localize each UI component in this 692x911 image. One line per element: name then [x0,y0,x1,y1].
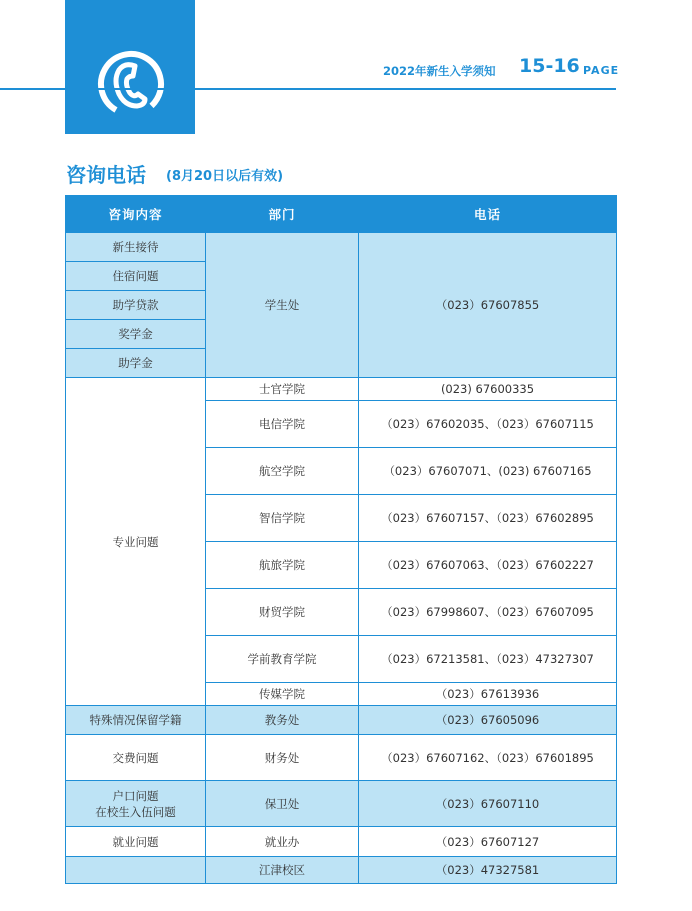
section-title: 咨询电话 [66,163,146,187]
table-row [66,735,617,781]
phone-cell: （023）67213581、（023）47327307 [359,636,617,683]
topic-cell: 专业问题 [66,378,206,706]
topic-cell: 新生接待 [66,233,206,262]
contact-table [65,195,617,884]
phone-icon [95,48,167,120]
topic-cell [66,857,206,884]
phone-cell: (023) 67600335 [359,378,617,401]
department-cell: 电信学院 [206,401,359,448]
phone-cell: （023）67613936 [359,683,617,706]
column-header-topic: 咨询内容 [66,196,206,233]
department-cell: 学生处 [206,233,359,378]
topic-line: 在校生入伍问题 [95,804,176,819]
page-numbers: 15-16 [519,55,580,77]
department-cell: 航空学院 [206,448,359,495]
phone-cell: （023）67607855 [359,233,617,378]
phone-cell: （023）67607157、（023）67602895 [359,495,617,542]
table-row [66,827,617,857]
phone-cell: （023）67607063、（023）67602227 [359,542,617,589]
header-title: 2022年新生入学须知 [383,64,496,78]
topic-cell: 住宿问题 [66,262,206,291]
phone-cell: （023）67607127 [359,827,617,857]
department-cell: 财务处 [206,735,359,781]
phone-cell: （023）67998607、（023）67607095 [359,589,617,636]
department-cell: 就业办 [206,827,359,857]
header-icon-block [65,0,195,134]
department-cell: 教务处 [206,706,359,735]
table-row [66,857,617,884]
phone-cell: （023）67605096 [359,706,617,735]
topic-cell: 助学金 [66,349,206,378]
table-row [66,378,617,401]
table-row [66,781,617,827]
topic-cell: 就业问题 [66,827,206,857]
section-subtitle: (8月20日以后有效) [166,169,284,184]
department-cell: 学前教育学院 [206,636,359,683]
department-cell: 江津校区 [206,857,359,884]
header-rule [0,88,616,90]
phone-cell: （023）67602035、（023）67607115 [359,401,617,448]
table-header-row [66,196,617,233]
topic-cell: 交费问题 [66,735,206,781]
topic-cell: 奖学金 [66,320,206,349]
phone-cell: （023）67607071、(023) 67607165 [359,448,617,495]
department-cell: 传媒学院 [206,683,359,706]
page-label: PAGE [583,64,620,77]
phone-cell: （023）47327581 [359,857,617,884]
department-cell: 保卫处 [206,781,359,827]
department-cell: 财贸学院 [206,589,359,636]
department-cell: 士官学院 [206,378,359,401]
department-cell: 智信学院 [206,495,359,542]
department-cell: 航旅学院 [206,542,359,589]
topic-line: 户口问题 [112,788,159,803]
phone-cell: （023）67607110 [359,781,617,827]
topic-cell: 助学贷款 [66,291,206,320]
table-row [66,233,617,262]
column-header-department: 部门 [206,196,359,233]
topic-cell: 特殊情况保留学籍 [66,706,206,735]
column-header-phone: 电话 [359,196,617,233]
phone-cell: （023）67607162、（023）67601895 [359,735,617,781]
table-row [66,706,617,735]
topic-cell [66,781,206,827]
